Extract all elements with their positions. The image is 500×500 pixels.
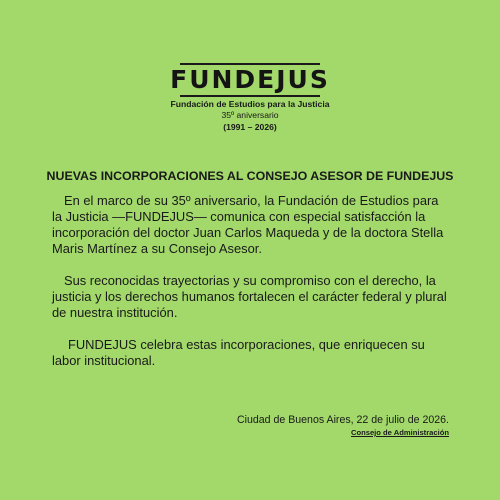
- logo-block: [0, 63, 500, 134]
- body-paragraph-1: En el marco de su 35º aniversario, la Fundación de Estudios para la Justicia —FUNDEJUS— comunica con especial satisfacción la incorporación del doctor Juan Carlos Maqueda y de la doctora Stella Maris Martínez a su Consejo Asesor.: [52, 193, 444, 256]
- body-text: [52, 193, 452, 385]
- page-title: NUEVAS INCORPORACIONES AL CONSEJO ASESOR DE FUNDEJUS: [46, 169, 454, 183]
- body-paragraph-3: FUNDEJUS celebra estas incorporaciones, que enriquecen su labor institucional.: [52, 337, 425, 368]
- logo-bottom-rule: [180, 95, 320, 97]
- signoff-block: [237, 414, 449, 438]
- logo-subtitle: Fundación de Estudios para la Justicia: [170, 99, 330, 109]
- council-signature: Consejo de Administración: [350, 428, 449, 437]
- logo-years: (1991 – 2026): [223, 122, 277, 132]
- place-date: Ciudad de Buenos Aires, 22 de julio de 2026.: [236, 414, 449, 426]
- body-paragraph-2: Sus reconocidas trayectorias y su compromiso con el derecho, la justicia y los derechos humanos fortalecen el carácter federal y plural de nuestra institución.: [52, 273, 447, 320]
- logo-wordmark: FUNDEJUS: [170, 65, 330, 94]
- logo-anniversary: 35º aniversario: [221, 110, 279, 120]
